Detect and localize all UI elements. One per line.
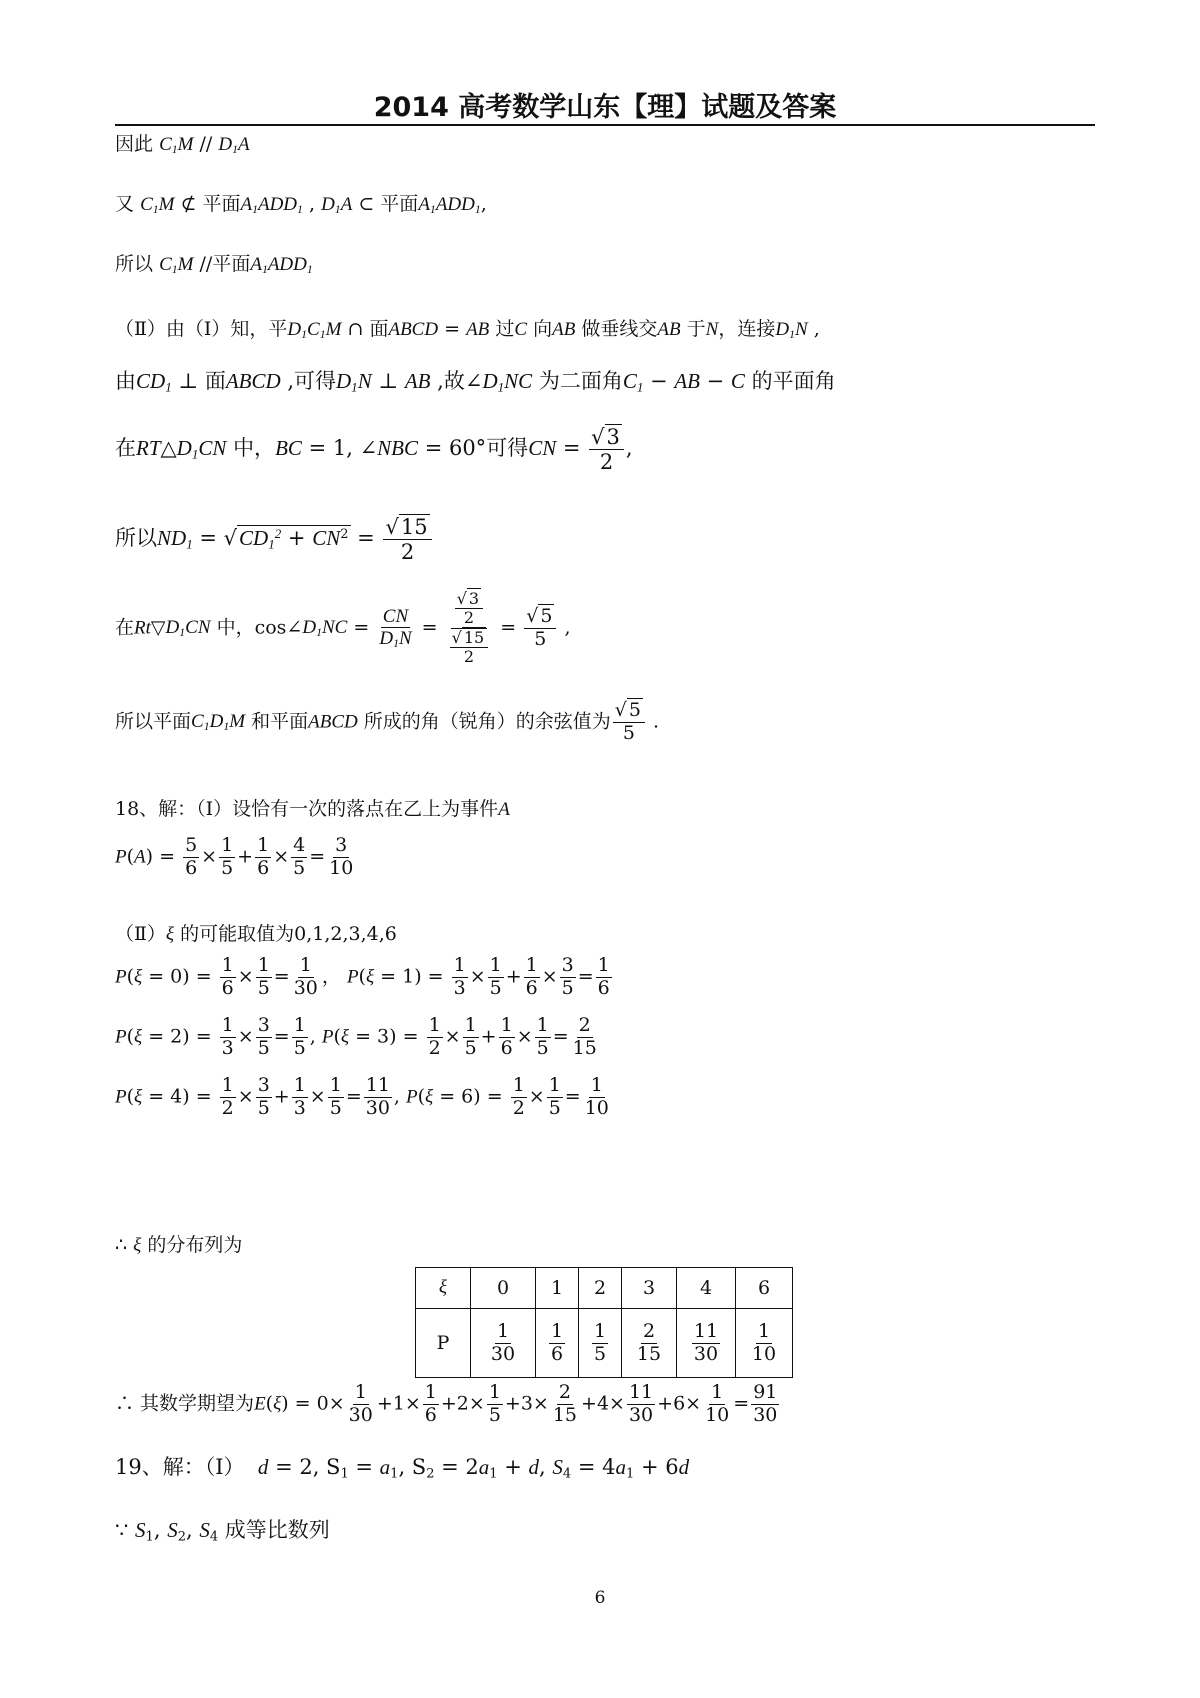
- table-value-cell: 6: [736, 1268, 793, 1309]
- table-prob-cell: $\frac{1}{6}$: [536, 1309, 579, 1378]
- table-row: [416, 1268, 793, 1309]
- line-nd1-length: 所以$ND_1 = √CD_1^2 + CN^2$ = $\frac{√15}{2}$: [115, 515, 434, 564]
- line-pa: P(A) = $\frac{5}{6}$ × $\frac{1}{5}$ + $\frac{1}{6}$ × $\frac{4}{5}$ = $\frac{3}{10}$: [115, 834, 354, 879]
- line-parallel-conclusion: 因此 $C_1M // D_1A$: [115, 133, 250, 156]
- table-p-label: P: [416, 1309, 471, 1378]
- table-header-label: ξ: [416, 1268, 471, 1309]
- line-plane-parallel: 所以 $C_1M$ //平面$A_1ADD_1$: [115, 253, 313, 276]
- table-prob-cell: $\frac{11}{30}$: [677, 1309, 736, 1378]
- table-value-cell: 3: [622, 1268, 677, 1309]
- table-prob-cell: $\frac{2}{15}$: [622, 1309, 677, 1378]
- line-distribution-label: ∴ ξ 的分布列为: [115, 1234, 243, 1256]
- line-dihedral-angle: 由$CD_1$ ⊥ 面ABCD ,可得$D_1N$ ⊥ AB ,故$\angle D_1NC$ 为二面角$C_1$ − AB − C 的平面角: [115, 369, 836, 395]
- page-header-title: 2014 高考数学山东【理】试题及答案: [373, 92, 837, 123]
- line-right-triangle-cn: 在$RT\triangle D_1CN$ 中，BC = 1, ∠NBC = 60°可得CN = $\frac{√3}{2}$ ,: [115, 425, 633, 475]
- table-value-cell: 4: [677, 1268, 736, 1309]
- line-part2-intro: （Ⅱ）由（Ⅰ）知，平$D_1C_1M$ ∩ 面ABCD = AB 过C 向AB 做垂线交AB 于N，连接$D_1N$ ,: [115, 318, 820, 341]
- table-prob-cell: $\frac{1}{5}$: [579, 1309, 622, 1378]
- line-not-in-plane: 又 $C_1M$ ⊄ 平面$A_1ADD_1$ , $D_1A$ ⊂ 平面$A_1ADD_1$,: [115, 193, 487, 216]
- line-geometric-sequence: ∵ $S_1$, $S_2$, $S_4$ 成等比数列: [115, 1518, 330, 1545]
- table-value-cell: 1: [536, 1268, 579, 1309]
- line-cosine-conclusion: 所以平面$C_1D_1M$ 和平面ABCD 所成的角（锐角）的余弦值为 $\frac{√ 5}{5}$ .: [115, 699, 660, 744]
- page-number: 6: [594, 1588, 606, 1608]
- table-value-cell: 2: [579, 1268, 622, 1309]
- table-value-cell: 0: [471, 1268, 536, 1309]
- table-prob-cell: $\frac{1}{30}$: [471, 1309, 536, 1378]
- line-q19-intro: 19、解：（Ⅰ） d = 2, $S_1 = a_1$, $S_2 = 2a_1 + d$, $S_4 = 4a_1 + 6d$: [115, 1455, 690, 1482]
- line-expectation: ∴ 其数学期望为E(ξ) = 0× $\frac{1}{30}$ +1× $\frac{1}{6}$ +2× $\frac{1}{5}$ +3× $\frac{2}{15}$ +4× $\frac{11}{30}$ +6× $\frac{1}{10}$ = $\frac{91}{30}$: [115, 1381, 778, 1426]
- line-xi-values: （Ⅱ）ξ 的可能取值为0,1,2,3,4,6: [115, 923, 397, 945]
- line-p4-p6: P(ξ = 4) = $\frac{1}{2}$ × $\frac{3}{5}$ + $\frac{1}{3}$ × $\frac{1}{5}$ = $\frac{11}{30}$ , P(ξ = 6) = $\frac{1}{2}$ × $\frac{1}{5}$ = $\frac{1}{10}$: [115, 1074, 609, 1119]
- line-p0-p1: P(ξ = 0) = $\frac{1}{6}$ × $\frac{1}{5}$ = $\frac{1}{30}$ ， P(ξ = 1) = $\frac{1}{3}$ × $\frac{1}{5}$ + $\frac{1}{6}$ × $\frac{3}{5}$ = $\frac{1}{6}$: [115, 954, 610, 999]
- line-q18-intro: 18、解：（Ⅰ）设恰有一次的落点在乙上为事件A: [115, 798, 510, 820]
- distribution-table: [415, 1267, 793, 1378]
- line-p2-p3: P(ξ = 2) = $\frac{1}{3}$ × $\frac{3}{5}$ = $\frac{1}{5}$ , P(ξ = 3) = $\frac{1}{2}$ × $\frac{1}{5}$ + $\frac{1}{6}$ × $\frac{1}{5}$ = $\frac{2}{15}$: [115, 1014, 597, 1059]
- table-prob-cell: $\frac{1}{10}$: [736, 1309, 793, 1378]
- header-rule: [115, 124, 1095, 126]
- table-row: [416, 1309, 793, 1378]
- line-cosine-calc: 在$Rt▽D_1CN$ 中，$\cos\angle D_1NC$ = $\frac{CN}{D_1N}$ = $\frac{\frac{√ 3}{2}}{\frac{√ 15}{2}}$ = $\frac{√ 5}{5}$ ,: [115, 589, 571, 667]
